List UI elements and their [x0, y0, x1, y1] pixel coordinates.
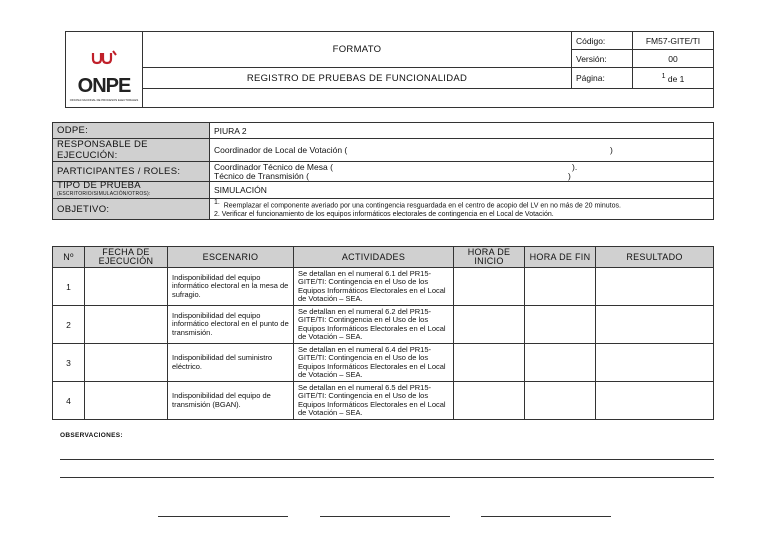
participantes-role-1: Coordinador Técnico de Mesa ( ). — [214, 161, 578, 172]
observaciones-label: OBSERVACIONES: — [60, 432, 123, 439]
row-actividades: Se detallan en el numeral 6.2 del PR15-GITE/TI: Contingencia en el Uso de los Equipos Informáticos Electorales en el Local de Votación – SEA. — [294, 306, 454, 344]
signature-line-3 — [481, 516, 611, 517]
tipo-value: SIMULACIÓN — [210, 182, 714, 199]
responsable-role: Coordinador de Local de Votación ( — [214, 145, 348, 155]
row-hora-fin — [525, 344, 596, 382]
row-num: 1 — [53, 268, 85, 306]
row-hora-inicio — [454, 268, 525, 306]
col-resultado: RESULTADO — [596, 247, 714, 268]
codigo-value: FM57-GITE/TI — [633, 32, 714, 50]
pagina-label: Página: — [572, 68, 633, 88]
signature-line-2 — [320, 516, 450, 517]
row-hora-inicio — [454, 344, 525, 382]
logo-cell — [66, 32, 143, 108]
col-escenario: ESCENARIO — [168, 247, 294, 268]
col-hora-inicio: HORA DE INICIO — [454, 247, 525, 268]
responsable-value — [210, 139, 714, 162]
responsable-close: ) — [610, 145, 613, 155]
pagina-current: 1 — [661, 72, 666, 80]
version-value: 00 — [633, 50, 714, 68]
tipo-label: TIPO DE PRUEBA (ESCRITORIO/SIMULACIÓN/OTROS): — [53, 182, 210, 199]
objetivo-1: 1. Reemplazar el componente averiado por una contingencia resguardada en el centro de acopio del LV en no más de 20 minutos. — [214, 199, 621, 210]
odpe-label: ODPE: — [53, 123, 210, 139]
participantes-role-2: Técnico de Transmisión ( ) — [214, 170, 571, 181]
signature-line-1 — [158, 516, 288, 517]
participantes-label: PARTICIPANTES / ROLES: — [53, 162, 210, 182]
doc-title: REGISTRO DE PRUEBAS DE FUNCIONALIDAD — [143, 68, 572, 88]
tests-table — [52, 246, 714, 420]
row-escenario: Indisponibilidad del equipo informático electoral en el punto de transmisión. — [168, 306, 294, 344]
row-hora-fin — [525, 268, 596, 306]
odpe-value: PIURA 2 — [210, 123, 714, 139]
header-blank-row — [143, 88, 714, 107]
row-actividades: Se detallan en el numeral 6.4 del PR15-GITE/TI: Contingencia en el Uso de los Equipos Informáticos Electorales en el Local de Votación – SEA. — [294, 344, 454, 382]
row-fecha — [85, 306, 168, 344]
row-escenario: Indisponibilidad del equipo informático electoral en la mesa de sufragio. — [168, 268, 294, 306]
row-fecha — [85, 382, 168, 420]
row-resultado — [596, 306, 714, 344]
objetivo-value — [210, 199, 714, 220]
table-row — [53, 306, 714, 344]
doc-type: FORMATO — [143, 32, 572, 68]
row-num: 3 — [53, 344, 85, 382]
info-table — [52, 122, 714, 220]
pagina-value — [633, 68, 714, 88]
pagina-total: de 1 — [667, 73, 685, 84]
objetivo-label: OBJETIVO: — [53, 199, 210, 220]
row-num: 4 — [53, 382, 85, 420]
row-fecha — [85, 268, 168, 306]
row-hora-inicio — [454, 306, 525, 344]
participantes-value — [210, 162, 714, 182]
row-hora-fin — [525, 306, 596, 344]
org-subtitle: OFICINA NACIONAL DE PROCESOS ELECTORALES — [69, 98, 139, 102]
col-num: Nº — [53, 247, 85, 268]
observaciones-line-1 — [60, 459, 714, 460]
objetivo-2: 2. Verificar el funcionamiento de los equipos informáticos electorales de contingencia en el Local de Votación. — [214, 210, 554, 218]
table-row — [53, 268, 714, 306]
row-actividades: Se detallan en el numeral 6.1 del PR15-GITE/TI: Contingencia en el Uso de los Equipos Informáticos Electorales en el Local de Votación – SEA. — [294, 268, 454, 306]
responsable-label: RESPONSABLE DE EJECUCIÓN: — [53, 139, 210, 162]
version-label: Versión: — [572, 50, 633, 68]
row-hora-fin — [525, 382, 596, 420]
col-hora-fin: HORA DE FIN — [525, 247, 596, 268]
row-resultado — [596, 268, 714, 306]
org-name: ONPE — [77, 75, 131, 97]
onpe-logo-icon — [90, 49, 120, 71]
row-num: 2 — [53, 306, 85, 344]
header-table — [65, 31, 714, 108]
codigo-label: Código: — [572, 32, 633, 50]
row-hora-inicio — [454, 382, 525, 420]
row-actividades: Se detallan en el numeral 6.5 del PR15-GITE/TI: Contingencia en el Uso de los Equipos Informáticos Electorales en el Local de Votación – SEA. — [294, 382, 454, 420]
table-row — [53, 344, 714, 382]
row-escenario: Indisponibilidad del equipo de transmisión (BGAN). — [168, 382, 294, 420]
col-actividades: ACTIVIDADES — [294, 247, 454, 268]
table-row — [53, 382, 714, 420]
observaciones-line-2 — [60, 477, 714, 478]
row-escenario: Indisponibilidad del suministro eléctrico. — [168, 344, 294, 382]
col-fecha: FECHA DE EJECUCIÓN — [85, 247, 168, 268]
row-resultado — [596, 382, 714, 420]
row-resultado — [596, 344, 714, 382]
row-fecha — [85, 344, 168, 382]
